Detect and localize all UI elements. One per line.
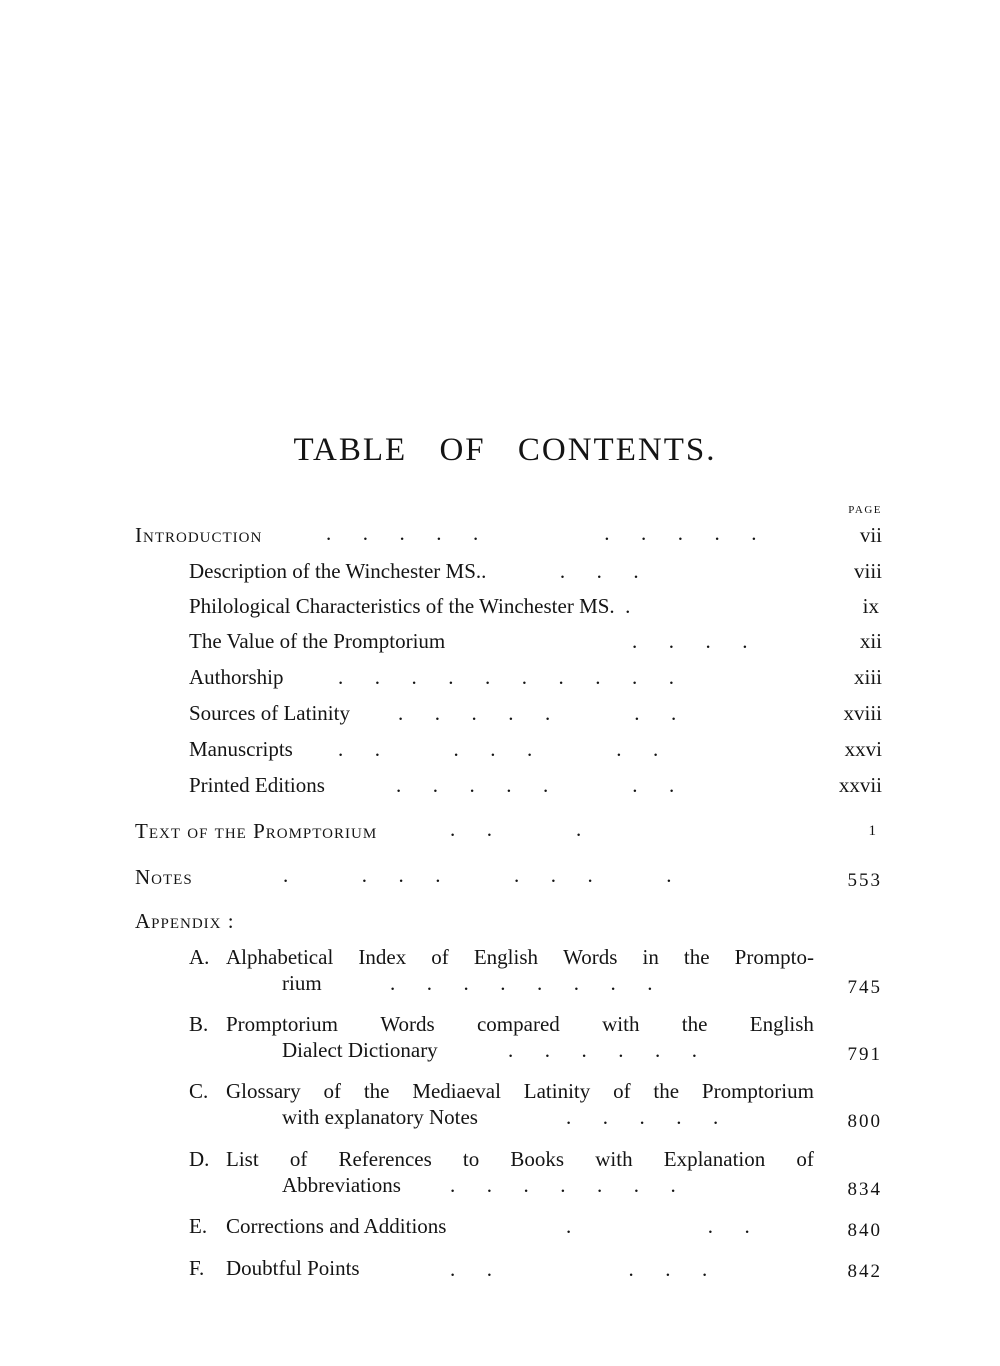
leader-dots: . . . [566,1214,750,1238]
appendix-item-b-line2: Dialect Dictionary [282,1038,438,1062]
toc-entry-label: Printed Editions [189,773,325,797]
word: Alphabetical [226,945,334,969]
toc-entry-label: Introduction [135,523,263,547]
word: Promptorium [226,1012,339,1036]
word: English [473,945,539,969]
word: the [653,1079,680,1103]
appendix-letter: D. [189,1147,210,1171]
toc-subentry [189,700,350,726]
toc-entry-label: Manuscripts [189,737,293,761]
toc-entry-label: Appendix : [135,909,235,933]
leader-dots: . . . . . . . [398,701,677,725]
appendix-letter: F. [189,1256,205,1280]
word: English [749,1012,814,1036]
leader-dots: . . . . . [566,1105,719,1129]
page-column-heading: PAGE [848,504,882,516]
word: Words [380,1012,435,1036]
appendix-item-a-line2: rium [282,971,322,995]
word: in [642,945,659,969]
leader-dots: . . . . . . [508,1038,697,1062]
toc-page-number: xxvi [844,737,882,761]
leader-dots: . [614,594,631,618]
toc-subentry [189,558,639,584]
leader-dots: . . . . . . . [338,737,659,761]
leader-dots: . . . . . . . [396,773,675,797]
leader-dots: . . . [450,817,582,841]
toc-entry-notes [135,864,193,890]
toc-page-number: 840 [847,1220,882,1241]
toc-page-number: 791 [847,1044,882,1065]
toc-entry-label: Text of the Promptorium [135,819,378,843]
leader-dots: . . . . [632,629,748,653]
word: the [683,945,710,969]
leader-dots: . . . . . . . [450,1173,676,1197]
word: References [338,1147,432,1171]
page-title: TABLE OF CONTENTS. [293,432,717,468]
toc-entry-introduction [135,522,262,548]
toc-subentry [189,664,284,690]
word: Promptorium [701,1079,814,1103]
word: compared [476,1012,560,1036]
toc-entry-label: Description of the Winchester MS. [189,559,482,583]
appendix-item-a-line1 [226,944,814,970]
word: Books [510,1147,565,1171]
toc-subentry [189,736,293,762]
word: of [323,1079,341,1103]
appendix-letter: E. [189,1214,208,1238]
word: to [462,1147,480,1171]
word: Explanation [663,1147,766,1171]
toc-page-number: 1 [868,823,878,839]
toc-entry-label: Notes [135,865,193,889]
toc-page-number: ix [862,594,879,618]
toc-page-number: xviii [843,701,882,725]
toc-page-number: viii [853,559,882,583]
word: Words [563,945,618,969]
toc-entry-label: The Value of the Promptorium [189,629,446,653]
toc-entry-label: Authorship [189,665,284,689]
appendix-item-f: Doubtful Points [226,1256,360,1280]
toc-page-number: 553 [847,870,882,891]
word: of [613,1079,631,1103]
toc-page-number: 842 [847,1261,882,1282]
toc-page-number: 834 [847,1179,882,1200]
toc-subentry [189,628,445,654]
toc-entry-appendix [135,908,235,934]
word: the [363,1079,390,1103]
appendix-item-d-line1 [226,1146,814,1172]
word: of [796,1147,814,1171]
word: the [681,1012,708,1036]
toc-subentry [189,772,325,798]
toc-entry-label: Philological Characteristics of the Winchester MS. [189,594,615,618]
word: with [595,1147,633,1171]
appendix-letter: C. [189,1079,209,1103]
toc-page-number: xii [859,629,882,653]
toc-page-number: xxvii [838,773,882,797]
leader-dots: . . . . [481,559,639,583]
word: Glossary [226,1079,301,1103]
word: of [289,1147,308,1171]
appendix-letter: A. [189,945,210,969]
leader-dots: . . . . . . . . [283,863,672,887]
appendix-item-c-line2: with explanatory Notes [282,1105,478,1129]
toc-page-number: 800 [847,1111,882,1132]
toc-entry-text [135,818,377,844]
word: Prompto- [734,945,814,969]
toc-subentry [189,593,630,619]
toc-entry-label: Sources of Latinity [189,701,350,725]
word: with [602,1012,640,1036]
leader-dots: . . . . . . . . . . [326,521,757,545]
word: List [226,1147,259,1171]
word: of [431,945,449,969]
word: Latinity [523,1079,591,1103]
appendix-letter: B. [189,1012,209,1036]
appendix-item-d-line2: Abbreviations [282,1173,401,1197]
appendix-item-c-line1 [226,1078,814,1104]
appendix-item-e: Corrections and Additions [226,1214,447,1238]
appendix-item-b-line1 [226,1011,814,1037]
word: Index [358,945,407,969]
leader-dots: . . . . . [450,1257,708,1281]
word: Mediaeval [412,1079,501,1103]
toc-page-number: 745 [847,977,882,998]
toc-page-number: xiii [853,665,882,689]
leader-dots: . . . . . . . . . . [338,665,674,689]
leader-dots: . . . . . . . . [390,971,653,995]
toc-page-number: vii [859,523,882,547]
